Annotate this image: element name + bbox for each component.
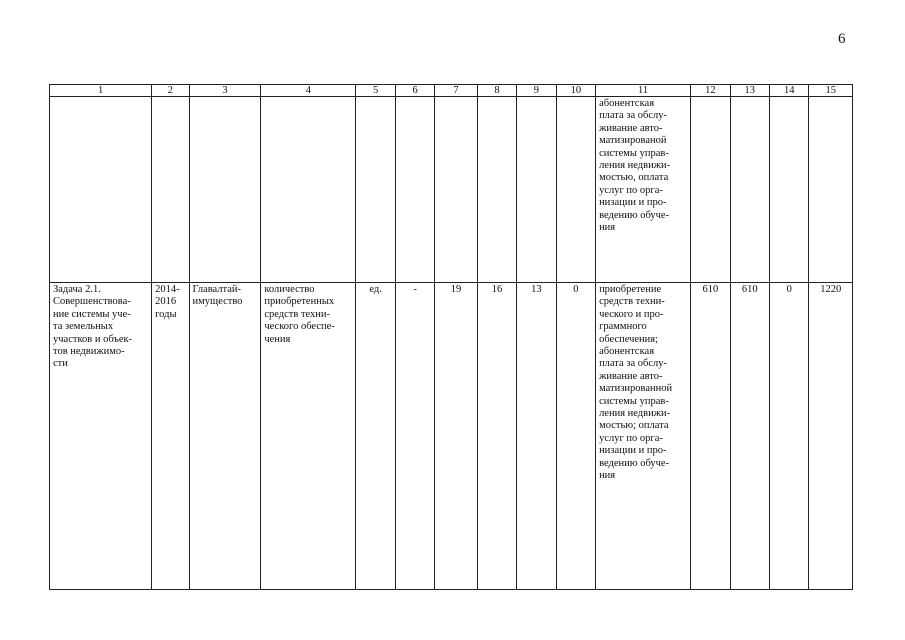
value-cell (556, 97, 595, 283)
unit-cell (356, 97, 395, 283)
value-cell: 13 (517, 283, 556, 590)
value-cell (435, 97, 477, 283)
value-cell (770, 97, 809, 283)
unit-cell: ед. (356, 283, 395, 590)
indicator-cell: количество приобретенных средств техни- ческого обеспе- чения (261, 283, 356, 590)
value-cell: 1220 (809, 283, 853, 590)
header-cell: 7 (435, 85, 477, 97)
value-cell (395, 97, 434, 283)
period-cell: 2014- 2016 годы (152, 283, 189, 590)
executor-cell (189, 97, 261, 283)
program-table (49, 84, 853, 590)
period-cell (152, 97, 189, 283)
header-cell: 5 (356, 85, 395, 97)
value-cell: - (395, 283, 434, 590)
table-row (50, 97, 853, 283)
table-header-row (50, 85, 853, 97)
header-cell: 10 (556, 85, 595, 97)
header-cell: 6 (395, 85, 434, 97)
value-cell: 0 (556, 283, 595, 590)
value-cell (809, 97, 853, 283)
header-cell: 8 (477, 85, 516, 97)
value-cell: 16 (477, 283, 516, 590)
header-cell: 4 (261, 85, 356, 97)
header-cell: 9 (517, 85, 556, 97)
value-cell (730, 97, 769, 283)
description-cell: абонентская плата за обслу- живание авто- матизированой системы управ- ления недвижи- мостью, оплата услуг по орга- низации и про- ведению обуче- ния (596, 97, 691, 283)
task-cell: Задача 2.1. Совершенствова- ние системы уче- та земельных участков и объек- тов недвижимо- сти (50, 283, 152, 590)
description-cell: приобретение средств техни- ческого и про- граммного обеспечения; абонентская плата за обслу- живание авто- матизированной системы управ- ления недвижи- мостью; оплата услуг по орга- низации и про- ведению обуче- ния (596, 283, 691, 590)
header-cell: 3 (189, 85, 261, 97)
header-cell: 15 (809, 85, 853, 97)
value-cell: 19 (435, 283, 477, 590)
header-cell: 1 (50, 85, 152, 97)
table-row (50, 283, 853, 590)
header-cell: 2 (152, 85, 189, 97)
value-cell: 0 (770, 283, 809, 590)
header-cell: 13 (730, 85, 769, 97)
value-cell: 610 (691, 283, 730, 590)
value-cell: 610 (730, 283, 769, 590)
page-number: 6 (838, 31, 846, 47)
value-cell (477, 97, 516, 283)
value-cell (691, 97, 730, 283)
task-cell (50, 97, 152, 283)
header-cell: 14 (770, 85, 809, 97)
value-cell (517, 97, 556, 283)
indicator-cell (261, 97, 356, 283)
executor-cell: Главалтай- имущество (189, 283, 261, 590)
header-cell: 11 (596, 85, 691, 97)
header-cell: 12 (691, 85, 730, 97)
